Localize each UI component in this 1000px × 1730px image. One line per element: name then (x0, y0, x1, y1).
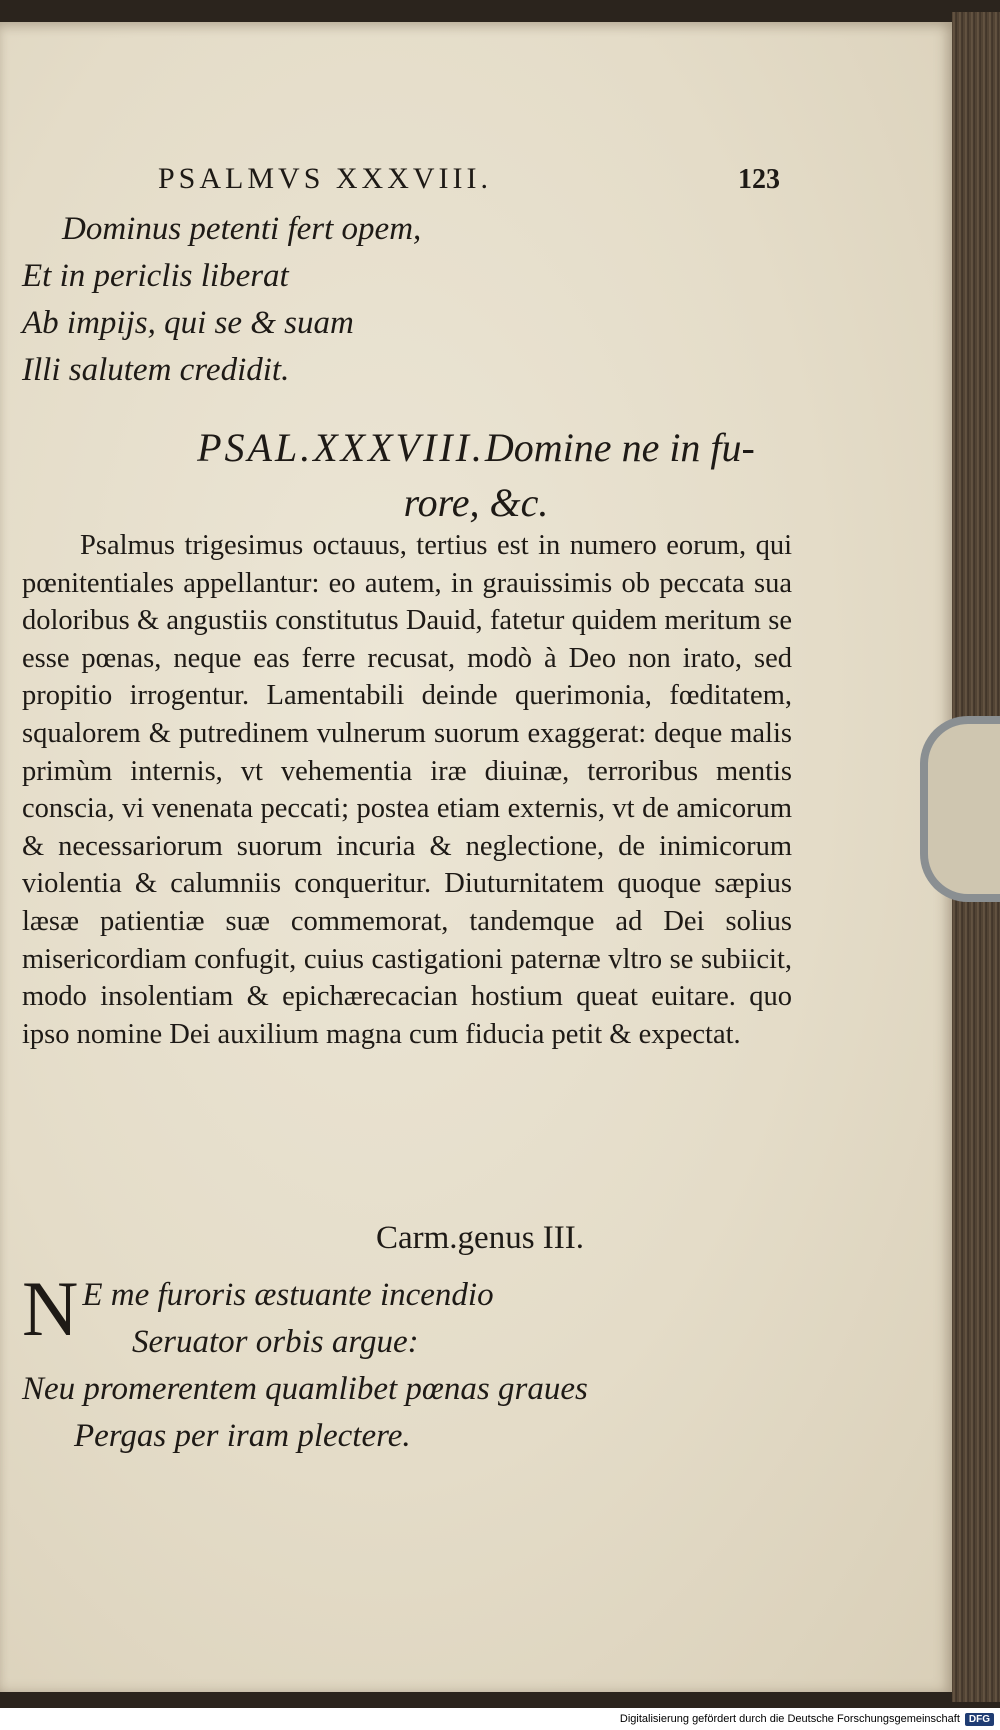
psalm-heading-number: PSAL.XXXVIII. (197, 425, 485, 470)
psalm-heading (0, 420, 952, 530)
page-number: 123 (738, 164, 780, 195)
verse-line: Pergas per iram plectere. (74, 1418, 411, 1454)
book-clasp (920, 716, 1000, 902)
verse-line: Illi salutem credidit. (22, 352, 290, 388)
carmen-label: Carm.genus III. (375, 1220, 585, 1256)
dfg-logo-icon: DFG (965, 1713, 994, 1726)
verse-before (22, 206, 421, 394)
verse-line: Seruator orbis argue: (132, 1324, 419, 1360)
running-head: PSALMVS XXXVIII. (158, 162, 493, 195)
footer-credit: Digitalisierung gefördert durch die Deutsche Forschungsgemeinschaft (619, 1713, 960, 1725)
psalm-heading-incipit: Domine ne in fu- (484, 425, 755, 470)
verse-line: Et in periclis liberat (22, 258, 289, 294)
verse-after (22, 1265, 588, 1460)
psalm-argument: Psalmus trigesimus octauus, tertius est in numero eorum, qui pœnitentiales appellantur: eo autem, in grauissimis ob peccata sua doloribus & angustiis constitutus Dauid, fatetur quidem meritum se esse pœnas, neque eas ferre recusat, modò à Deo non irato, sed propitio irrogentur. Lamentabili deinde querimonia, fœditatem, squalorem & putredinem vulnerum suorum exaggerat: deque malis primùm internis, vt vehementia iræ diuinæ, terroribus mentis conscia, vi venenata peccati; postea etiam externis, vt de amicorum & necessariorum suorum incuria & neglectione, de inimicorum violentia & calumniis conqueritur. Diuturnitatem quoque sæpius læsæ patientiæ suæ commemorat, tandemque ad Dei solius misericordiam confugit, cuius castigationi paternæ vltro se subiicit, modo insolentiam & epichærecacian hostium queat euitare. quo ipso nomine Dei auxilium magna cum fiducia petit & expectat. (22, 530, 792, 1050)
drop-cap: N (22, 1265, 79, 1352)
psalm-heading-incipit-cont: rore, &c. (403, 480, 549, 525)
verse-line: Ab impijs, qui se & suam (22, 305, 354, 341)
footer-bar (0, 1708, 1000, 1730)
verse-line: Dominus petenti fert opem, (62, 211, 422, 247)
book-page (0, 22, 952, 1692)
verse-line: Neu promerentem quamlibet pœnas graues (22, 1371, 588, 1407)
verse-line: E me furoris æstuante incendio (82, 1277, 494, 1313)
